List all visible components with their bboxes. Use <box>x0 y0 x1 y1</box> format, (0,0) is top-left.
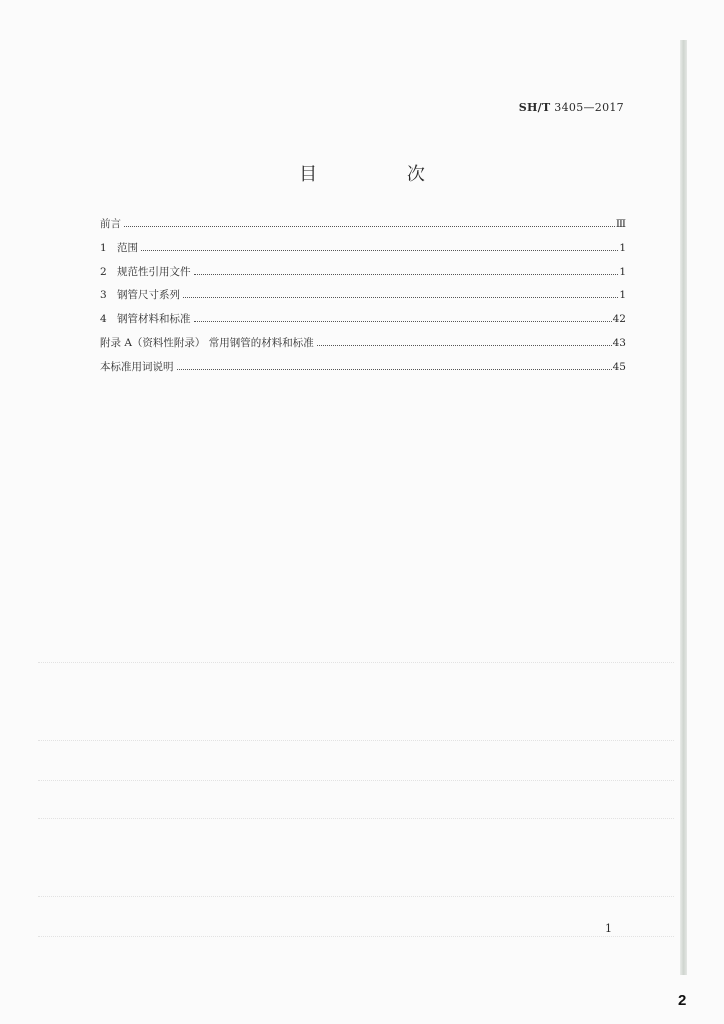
toc-entry-page: 43 <box>612 336 626 349</box>
toc-entry-number: 3 <box>100 289 107 302</box>
toc-dot-leader <box>124 226 615 227</box>
toc-entry-label: 范围 <box>117 241 138 254</box>
toc-entry-label: 附录 A（资料性附录） 常用钢管的材料和标准 <box>100 336 314 349</box>
toc-entry-label: 本标准用词说明 <box>100 360 174 373</box>
toc-entry-page: 45 <box>612 360 626 373</box>
toc-entry-number: 4 <box>100 313 107 326</box>
scan-artifact-line <box>38 936 674 937</box>
toc-entry-page: 1 <box>619 289 626 302</box>
scan-artifact-line <box>38 740 674 741</box>
scan-artifact-line <box>38 780 674 781</box>
toc-entry-scope[interactable] <box>100 240 626 264</box>
toc-entry-page: 42 <box>612 313 626 326</box>
toc-dot-leader <box>317 345 612 346</box>
standard-code <box>519 101 624 114</box>
toc-entry-number: 2 <box>100 265 107 278</box>
page-number: 1 <box>605 922 612 935</box>
toc-entry-pipe-size-series[interactable] <box>100 287 626 311</box>
toc-entry-foreword[interactable] <box>100 216 626 240</box>
toc-dot-leader <box>194 274 619 275</box>
toc-dot-leader <box>183 297 618 298</box>
toc-title: 目 次 <box>299 164 467 185</box>
toc-entry-page: 1 <box>619 241 626 254</box>
table-of-contents <box>100 216 626 383</box>
standard-code-number: 3405—2017 <box>554 101 624 114</box>
toc-entry-number: 1 <box>100 241 107 254</box>
toc-entry-normative-references[interactable] <box>100 264 626 288</box>
toc-entry-label: 前言 <box>100 218 121 230</box>
toc-entry-pipe-materials[interactable] <box>100 311 626 335</box>
toc-entry-wording-explanation[interactable] <box>100 359 626 383</box>
toc-entry-page: 1 <box>619 265 626 278</box>
toc-dot-leader <box>194 321 612 322</box>
standard-code-prefix: SH/T <box>518 101 551 114</box>
toc-entry-page: Ⅲ <box>615 218 626 230</box>
scan-artifact-line <box>38 818 674 819</box>
toc-entry-label: 钢管尺寸系列 <box>117 289 180 302</box>
viewer-page-indicator: 2 <box>678 992 687 1009</box>
toc-dot-leader <box>141 250 618 251</box>
scan-artifact-line <box>38 662 674 663</box>
toc-entry-label: 钢管材料和标准 <box>117 313 191 326</box>
toc-entry-appendix-a[interactable] <box>100 335 626 359</box>
toc-entry-label: 规范性引用文件 <box>117 265 191 278</box>
scan-artifact-line <box>38 896 674 897</box>
toc-dot-leader <box>177 369 612 370</box>
